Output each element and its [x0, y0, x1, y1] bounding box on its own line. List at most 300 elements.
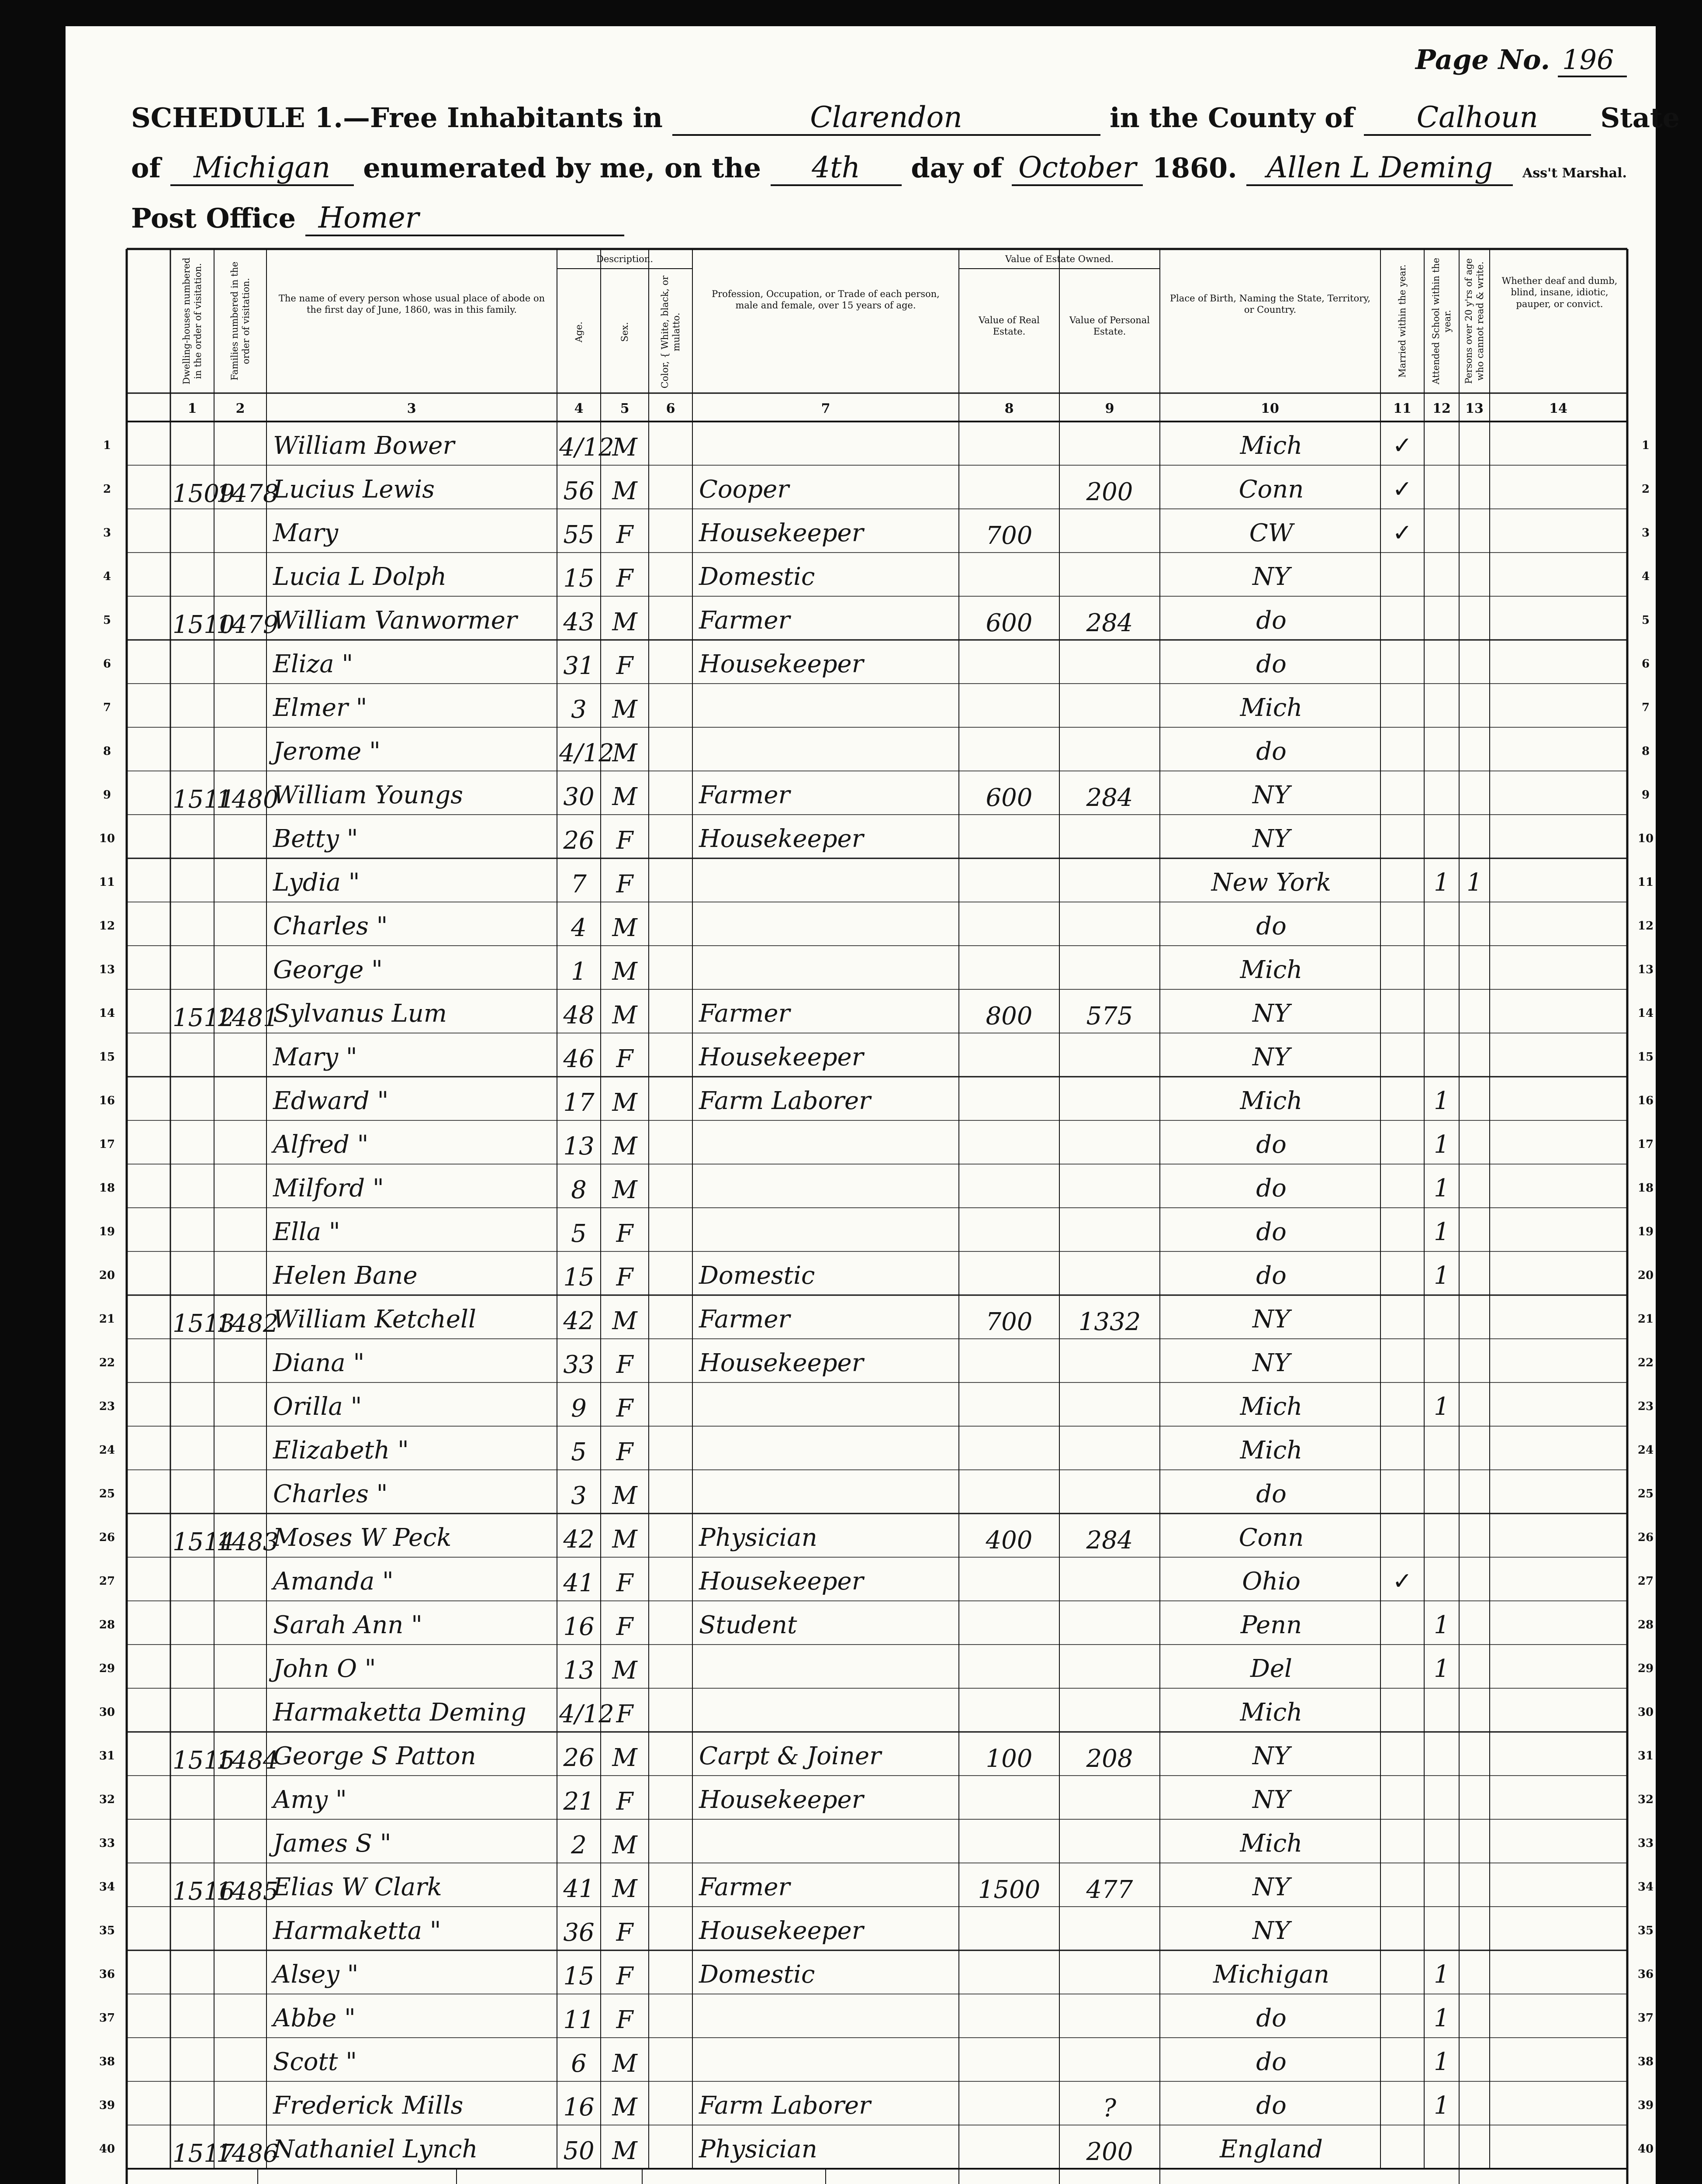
column-number: 13 [1465, 401, 1484, 416]
occupation-value: Housekeeper [699, 650, 864, 678]
personal-estate-value: 284 [1086, 784, 1133, 812]
page-number-value: 196 [1558, 44, 1627, 77]
age-value: 1 [571, 957, 587, 986]
age-value: 56 [563, 477, 595, 505]
occupation-value: Farm Laborer [699, 1087, 871, 1115]
line-number-right: 5 [1641, 614, 1650, 627]
occupation-value: Farmer [699, 606, 790, 635]
line-number-right: 20 [1637, 1269, 1654, 1282]
age-value: 16 [563, 1613, 595, 1641]
occupation-value: Domestic [699, 1261, 815, 1290]
column-number: 7 [821, 401, 830, 416]
sex-value: M [612, 1089, 637, 1117]
header-age: Age. [573, 321, 584, 342]
header-school: Attended School within the year. [1430, 258, 1453, 384]
family-number: 1482 [216, 1310, 279, 1338]
school-mark: 1 [1434, 1130, 1449, 1159]
birthplace-value: Mich [1240, 432, 1303, 460]
school-mark: 1 [1434, 2004, 1449, 2032]
age-value: 48 [563, 1001, 595, 1030]
dwelling-number: 1509 [173, 480, 235, 508]
age-value: 46 [563, 1045, 595, 1073]
married-mark: ✓ [1392, 1567, 1412, 1595]
column-number: 14 [1549, 401, 1567, 416]
birthplace-value: NY [1252, 825, 1290, 853]
birthplace-value: do [1256, 912, 1287, 940]
person-name: Elmer " [273, 694, 367, 722]
header-condition: Whether deaf and dumb, blind, insane, idiotic, pauper, or convict. [1501, 276, 1618, 309]
line-number-right: 17 [1637, 1138, 1654, 1151]
age-value: 15 [563, 1263, 595, 1292]
line-number-left: 23 [99, 1400, 115, 1413]
sex-value: M [612, 914, 637, 942]
age-value: 5 [571, 1220, 587, 1248]
birthplace-value: Mich [1240, 1393, 1303, 1421]
occupation-value: Domestic [699, 1960, 815, 1989]
line-number-left: 20 [99, 1269, 115, 1282]
line-number-right: 37 [1637, 2011, 1654, 2025]
age-value: 4/12 [559, 433, 614, 462]
page-number-label: Page No. [1415, 44, 1550, 76]
occupation-value: Physician [699, 1524, 817, 1552]
school-mark: 1 [1434, 1393, 1449, 1421]
state-value: Michigan [170, 151, 354, 186]
line-number-right: 2 [1641, 483, 1650, 496]
birthplace-value: NY [1252, 1873, 1290, 1901]
person-name: Lydia " [273, 868, 360, 897]
line-number-left: 36 [99, 1968, 115, 1981]
age-value: 17 [563, 1089, 595, 1117]
line-number-right: 40 [1637, 2143, 1654, 2156]
occupation-value: Housekeeper [699, 1567, 864, 1596]
person-name: Sarah Ann " [273, 1611, 422, 1639]
line-number-right: 35 [1637, 1924, 1654, 1937]
sex-value: M [612, 783, 637, 811]
line-number-right: 32 [1637, 1793, 1654, 1806]
birthplace-value: do [1256, 1130, 1287, 1159]
header-married: Married within the year. [1397, 264, 1408, 378]
personal-estate-value: 200 [1086, 2138, 1133, 2166]
birthplace-value: Conn [1238, 475, 1304, 504]
line-number-right: 25 [1637, 1487, 1654, 1500]
header-name: The name of every person whose usual place of abode on the first day of June, 1860, was in this family. [278, 293, 545, 315]
line-number-left: 6 [103, 657, 111, 670]
real-estate-value: 700 [986, 1308, 1033, 1336]
line-number-left: 38 [99, 2055, 115, 2068]
sex-value: F [616, 564, 633, 593]
age-value: 21 [563, 1787, 595, 1816]
age-value: 5 [571, 1438, 587, 1466]
line-number-right: 34 [1637, 1880, 1654, 1894]
real-estate-value: 800 [986, 1002, 1033, 1030]
line-number-right: 27 [1637, 1575, 1654, 1588]
occupation-value: Domestic [699, 563, 815, 591]
age-value: 43 [563, 608, 595, 636]
sex-value: F [616, 1394, 633, 1423]
person-name: William Ketchell [273, 1305, 476, 1334]
person-name: Scott " [273, 2048, 357, 2076]
line-number-right: 15 [1637, 1051, 1654, 1064]
age-value: 4 [571, 914, 587, 942]
occupation-value: Student [699, 1611, 797, 1639]
real-estate-value: 600 [986, 784, 1033, 812]
line-number-left: 11 [99, 876, 115, 889]
line-number-left: 19 [99, 1225, 115, 1238]
person-name: Elias W Clark [273, 1873, 442, 1901]
birthplace-value: Michigan [1213, 1960, 1329, 1989]
sex-value: F [616, 826, 633, 855]
personal-estate-value: 477 [1086, 1876, 1133, 1904]
age-value: 13 [563, 1656, 595, 1685]
line-number-right: 3 [1641, 526, 1650, 539]
sex-value: F [616, 870, 633, 898]
occupation-value: Housekeeper [699, 825, 864, 853]
birthplace-value: do [1256, 2091, 1287, 2120]
state-label: State [1600, 102, 1680, 134]
occupation-value: Farmer [699, 999, 790, 1028]
of-label: of [131, 152, 161, 184]
birthplace-value: NY [1252, 1305, 1290, 1334]
school-mark: 1 [1434, 1960, 1449, 1989]
line-number-left: 1 [103, 439, 111, 452]
header-estate-owned: Value of Estate Owned. [1005, 254, 1114, 264]
birthplace-value: do [1256, 2048, 1287, 2076]
person-name: George S Patton [273, 1742, 476, 1770]
line-number-left: 8 [103, 745, 111, 758]
birthplace-value: do [1256, 650, 1287, 678]
line-number-left: 10 [99, 832, 115, 845]
birthplace-value: Del [1250, 1655, 1292, 1683]
line-number-right: 16 [1637, 1094, 1654, 1107]
sex-value: M [612, 1307, 637, 1335]
birthplace-value: do [1256, 1261, 1287, 1290]
school-mark: 1 [1434, 868, 1449, 897]
person-name: Amanda " [273, 1567, 394, 1596]
dwelling-number: 1513 [173, 1310, 235, 1338]
person-name: Milford " [273, 1174, 384, 1203]
person-name: Charles " [273, 912, 388, 940]
column-number: 10 [1261, 401, 1279, 416]
birthplace-value: Mich [1240, 1087, 1303, 1115]
birthplace-value: Conn [1238, 1524, 1304, 1552]
birthplace-value: Mich [1240, 956, 1303, 984]
dwelling-number: 1514 [173, 1528, 235, 1556]
person-name: Mary " [273, 1043, 357, 1071]
sex-value: M [612, 1744, 637, 1772]
occupation-value: Carpt & Joiner [699, 1742, 881, 1770]
sex-value: M [612, 1656, 637, 1685]
line-number-right: 22 [1637, 1356, 1654, 1369]
age-value: 7 [571, 870, 587, 898]
line-number-right: 19 [1637, 1225, 1654, 1238]
sex-value: M [612, 2093, 637, 2122]
line-number-left: 30 [99, 1706, 115, 1719]
birthplace-value: Mich [1240, 1698, 1303, 1727]
family-number: 1486 [216, 2139, 279, 2168]
school-mark: 1 [1434, 2091, 1449, 2120]
header-dwelling: Dwelling-houses numbered in the order of visitation. [181, 257, 203, 385]
line-number-left: 2 [103, 483, 111, 496]
line-number-left: 4 [103, 570, 111, 583]
school-mark: 1 [1434, 1087, 1449, 1115]
age-value: 9 [571, 1394, 587, 1423]
line-number-left: 34 [99, 1880, 115, 1894]
line-number-left: 32 [99, 1793, 115, 1806]
line-number-right: 30 [1637, 1706, 1654, 1719]
occupation-value: Housekeeper [699, 1786, 864, 1814]
line-number-left: 12 [99, 919, 115, 933]
person-name: George " [273, 956, 383, 984]
birthplace-value: CW [1249, 519, 1294, 547]
age-value: 33 [563, 1351, 595, 1379]
birthplace-value: NY [1252, 1917, 1290, 1945]
age-value: 42 [563, 1525, 595, 1554]
line-number-left: 15 [99, 1051, 115, 1064]
line-number-left: 37 [99, 2011, 115, 2025]
age-value: 26 [563, 1744, 595, 1772]
school-mark: 1 [1434, 1261, 1449, 1290]
post-office-value: Homer [305, 201, 624, 236]
birthplace-value: England [1219, 2135, 1323, 2163]
sex-value: M [612, 1875, 637, 1903]
person-name: Edward " [273, 1087, 389, 1115]
birthplace-value: Mich [1240, 1829, 1303, 1858]
occupation-value: Farmer [699, 1873, 790, 1901]
marshal-label: Ass't Marshal. [1522, 166, 1627, 181]
person-name: John O " [273, 1655, 376, 1683]
birthplace-value: Mich [1240, 694, 1303, 722]
line-number-left: 28 [99, 1618, 115, 1631]
birthplace-value: do [1256, 2004, 1287, 2032]
family-number: 1484 [216, 1746, 279, 1775]
personal-estate-value: 1332 [1078, 1308, 1141, 1336]
school-mark: 1 [1434, 1611, 1449, 1639]
married-mark: ✓ [1392, 475, 1412, 503]
age-value: 3 [571, 1482, 587, 1510]
sex-value: F [616, 1787, 633, 1816]
person-name: Harmaketta Deming [273, 1698, 526, 1727]
school-mark: 1 [1434, 1174, 1449, 1203]
line-number-right: 4 [1641, 570, 1650, 583]
column-number: 8 [1004, 401, 1014, 416]
age-value: 26 [563, 826, 595, 855]
dwelling-number: 1516 [173, 1877, 235, 1906]
line-number-left: 9 [103, 788, 111, 802]
age-value: 8 [571, 1176, 587, 1204]
sex-value: M [612, 477, 637, 505]
real-estate-value: 100 [986, 1745, 1033, 1773]
personal-estate-value: 284 [1086, 609, 1133, 637]
sex-value: F [616, 1918, 633, 1947]
sex-value: F [616, 1263, 633, 1292]
age-value: 30 [563, 783, 595, 811]
post-office-label: Post Office [131, 202, 296, 234]
header-illiterate: Persons over 20 y'rs of age who cannot read & write. [1463, 258, 1485, 384]
married-mark: ✓ [1392, 519, 1412, 546]
sex-value: F [616, 1220, 633, 1248]
line-number-right: 14 [1637, 1007, 1654, 1020]
line-number-left: 16 [99, 1094, 115, 1107]
real-estate-value: 600 [986, 609, 1033, 637]
age-value: 15 [563, 564, 595, 593]
person-name: Diana " [273, 1349, 365, 1377]
sex-value: M [612, 739, 637, 767]
person-name: James S " [273, 1829, 391, 1858]
sex-value: M [612, 2049, 637, 2078]
person-name: Lucia L Dolph [273, 563, 447, 591]
sex-value: M [612, 1176, 637, 1204]
age-value: 13 [563, 1132, 595, 1161]
line-number-right: 12 [1637, 919, 1654, 933]
person-name: William Vanwormer [273, 606, 517, 635]
birthplace-value: NY [1252, 1742, 1290, 1770]
age-value: 42 [563, 1307, 595, 1335]
sex-value: F [616, 1962, 633, 1990]
birthplace-value: do [1256, 1480, 1287, 1508]
county-value: Calhoun [1364, 100, 1591, 136]
line-number-left: 14 [99, 1007, 115, 1020]
sex-value: M [612, 695, 637, 724]
sex-value: F [616, 1438, 633, 1466]
header-personal-estate: Value of Personal Estate. [1069, 315, 1150, 337]
sex-value: M [612, 433, 637, 462]
sex-value: M [612, 1831, 637, 1859]
person-name: Elizabeth " [273, 1436, 409, 1465]
family-number: 1478 [216, 480, 279, 508]
age-value: 6 [571, 2049, 587, 2078]
line-number-left: 27 [99, 1575, 115, 1588]
person-name: Jerome " [273, 737, 381, 766]
column-number: 3 [407, 401, 416, 416]
line-number-left: 40 [99, 2143, 115, 2156]
person-name: Ella " [273, 1218, 340, 1246]
line-number-right: 10 [1637, 832, 1654, 845]
person-name: Sylvanus Lum [273, 999, 447, 1028]
year-label: 1860. [1152, 152, 1237, 184]
line-number-right: 29 [1637, 1662, 1654, 1675]
person-name: Orilla " [273, 1393, 362, 1421]
dwelling-number: 1515 [173, 1746, 235, 1775]
enumerated-label: enumerated by me, on the [363, 152, 761, 184]
age-value: 36 [563, 1918, 595, 1947]
line-number-left: 18 [99, 1182, 115, 1195]
census-sheet [66, 26, 1680, 2184]
line-number-left: 29 [99, 1662, 115, 1675]
family-number: 1483 [216, 1528, 279, 1556]
real-estate-value: 400 [986, 1526, 1033, 1555]
person-name: Harmaketta " [273, 1917, 441, 1945]
personal-estate-value: ? [1103, 2094, 1117, 2122]
township-value: Clarendon [672, 100, 1100, 136]
dwelling-number: 1511 [173, 785, 235, 814]
age-value: 55 [563, 521, 595, 549]
birthplace-value: NY [1252, 1786, 1290, 1814]
person-name: Abbe " [273, 2004, 356, 2032]
age-value: 11 [563, 2006, 595, 2034]
age-value: 4/12 [559, 1700, 614, 1728]
header-color: Color, { White, black, or mulatto. [659, 275, 681, 389]
month-value: October [1012, 151, 1143, 186]
sex-value: F [616, 2006, 633, 2034]
birthplace-value: do [1256, 737, 1287, 766]
sex-value: F [616, 1351, 633, 1379]
line-number-right: 33 [1637, 1837, 1654, 1850]
person-name: Betty " [273, 825, 358, 853]
birthplace-value: Mich [1240, 1436, 1303, 1465]
person-name: Mary [273, 519, 339, 547]
birthplace-value: NY [1252, 781, 1290, 809]
header-family: Families numbered in the order of visitation. [229, 261, 251, 381]
age-value: 41 [563, 1875, 595, 1903]
real-estate-value: 700 [986, 522, 1033, 550]
sex-value: M [612, 2137, 637, 2165]
married-mark: ✓ [1392, 432, 1412, 459]
birthplace-value: do [1256, 1218, 1287, 1246]
age-value: 3 [571, 695, 587, 724]
sex-value: F [616, 1045, 633, 1073]
occupation-value: Cooper [699, 475, 789, 504]
line-number-left: 21 [99, 1313, 115, 1326]
line-number-left: 35 [99, 1924, 115, 1937]
birthplace-value: do [1256, 606, 1287, 635]
column-number: 12 [1432, 401, 1451, 416]
person-name: Charles " [273, 1480, 388, 1508]
schedule-label: SCHEDULE 1.—Free Inhabitants in [131, 102, 663, 134]
age-value: 2 [571, 1831, 587, 1859]
column-number: 1 [187, 401, 197, 416]
person-name: Helen Bane [273, 1261, 418, 1290]
birthplace-value: do [1256, 1174, 1287, 1203]
occupation-value: Farm Laborer [699, 2091, 871, 2120]
column-number: 11 [1393, 401, 1411, 416]
line-number-right: 38 [1637, 2055, 1654, 2068]
sex-value: F [616, 1700, 633, 1728]
person-name: Moses W Peck [273, 1524, 452, 1552]
line-number-right: 7 [1641, 701, 1650, 714]
occupation-value: Physician [699, 2135, 817, 2163]
person-name: Alfred " [273, 1130, 369, 1159]
day-of-label: day of [911, 152, 1003, 184]
personal-estate-value: 284 [1086, 1526, 1133, 1555]
line-number-left: 31 [99, 1749, 115, 1762]
line-number-left: 22 [99, 1356, 115, 1369]
line-number-right: 28 [1637, 1618, 1654, 1631]
line-number-right: 8 [1641, 745, 1650, 758]
line-number-left: 33 [99, 1837, 115, 1850]
column-number: 2 [235, 401, 245, 416]
sex-value: F [616, 1613, 633, 1641]
line-number-right: 21 [1637, 1313, 1654, 1326]
sex-value: F [616, 1569, 633, 1597]
person-name: Amy " [273, 1786, 347, 1814]
header-real-estate: Value of Real Estate. [979, 315, 1040, 337]
family-number: 1480 [216, 785, 279, 814]
line-number-right: 36 [1637, 1968, 1654, 1981]
occupation-value: Farmer [699, 781, 790, 809]
birthplace-value: NY [1252, 999, 1290, 1028]
sex-value: M [612, 1132, 637, 1161]
age-value: 31 [563, 652, 595, 680]
marshal-signature: Allen L Deming [1246, 151, 1513, 186]
sex-value: M [612, 1001, 637, 1030]
dwelling-number: 1517 [173, 2139, 235, 2168]
line-number-right: 23 [1637, 1400, 1654, 1413]
header-birthplace: Place of Birth, Naming the State, Territory, or Country. [1169, 293, 1371, 315]
line-number-right: 13 [1637, 963, 1654, 976]
line-number-left: 5 [103, 614, 111, 627]
birthplace-value: NY [1252, 1043, 1290, 1071]
school-mark: 1 [1434, 2048, 1449, 2076]
